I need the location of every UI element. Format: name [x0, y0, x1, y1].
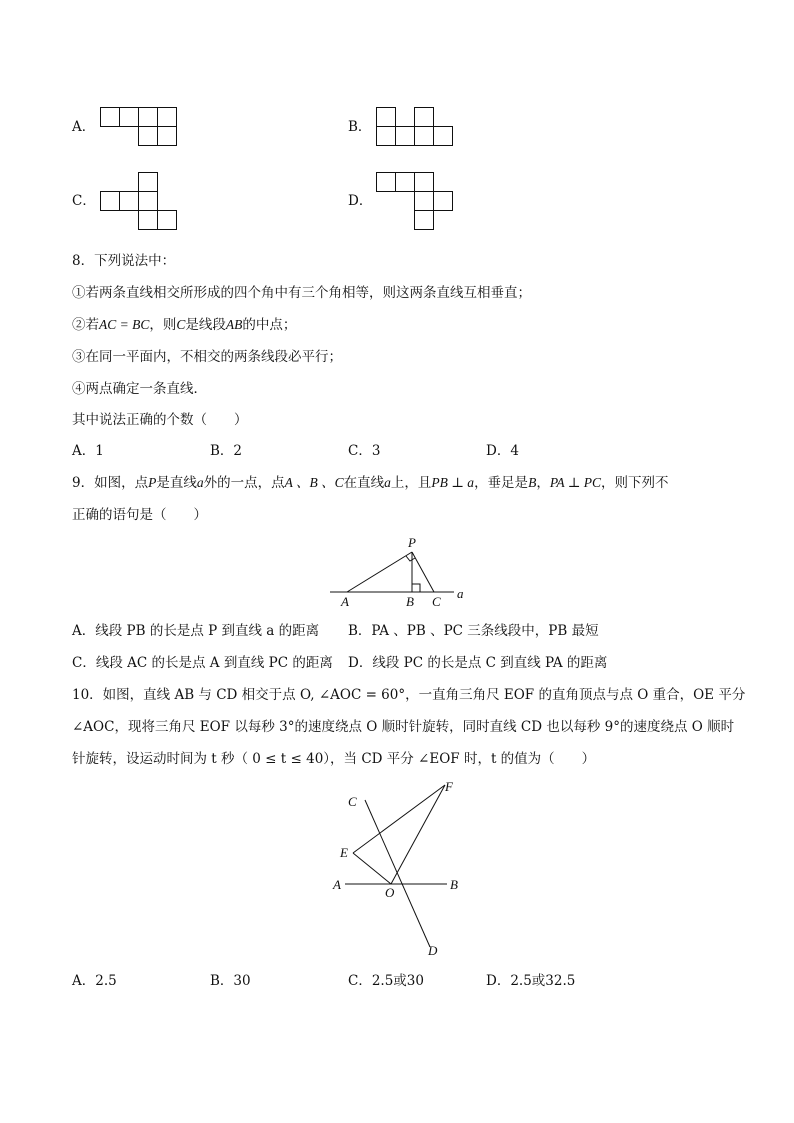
q8-statement-4: ④两点确定一条直线． — [72, 381, 207, 397]
q10-label-e: E — [340, 845, 348, 860]
q9-stem-line1: 9．如图，点P是直线a外的一点，点A 、B 、C在直线a上，且PB ⊥ a，垂足是B，PA ⊥ PC，则下列不 — [72, 475, 669, 491]
q9-label-b: B — [406, 594, 414, 609]
q7-option-c-label: C． — [72, 193, 96, 209]
q10-stem-line1: 10．如图，直线 AB 与 CD 相交于点 O, ∠AOC = 60°，一直角三角尺 EOF 的直角顶点与点 O 重合，OE 平分 — [72, 687, 746, 703]
q9-option-a: A．线段 PB 的长是点 P 到直线 a 的距离 — [72, 623, 320, 639]
q10-option-a: A．2.5 — [72, 973, 117, 989]
q8-stem: 8．下列说法中： — [72, 253, 176, 269]
q9-option-c: C．线段 AC 的长是点 A 到直线 PC 的距离 — [72, 655, 333, 671]
q10-option-b: B．30 — [210, 973, 251, 989]
q9-stem-line2: 正确的语句是（ ） — [72, 507, 207, 523]
q9-label-a: A — [341, 594, 349, 609]
q10-label-o: O — [385, 885, 395, 900]
q8-option-d: D．4 — [486, 443, 519, 459]
q8-option-b: B．2 — [210, 443, 243, 459]
q7-option-b-net — [376, 107, 456, 147]
q9-label-c: C — [432, 594, 441, 609]
q10-option-c: C．2.5或30 — [348, 973, 424, 989]
q10-label-b: B — [450, 877, 458, 892]
q8-statement-3: ③在同一平面内，不相交的两条线段必平行； — [72, 349, 342, 365]
q7-option-b-label: B． — [348, 119, 372, 135]
q8-question: 其中说法正确的个数（ ） — [72, 412, 248, 428]
q7-option-a-label: A． — [72, 119, 96, 135]
q10-label-d: D — [428, 943, 438, 958]
q10-option-d: D．2.5或32.5 — [486, 973, 576, 989]
q10-label-c: C — [348, 794, 357, 809]
q10-stem-line2: ∠AOC，现将三角尺 EOF 以每秒 3°的速度绕点 O 顺时针旋转，同时直线 CD 也以每秒 9°的速度绕点 O 顺时 — [72, 719, 735, 735]
q9-label-p: P — [408, 535, 416, 550]
q9-figure — [320, 530, 480, 610]
q10-label-f: F — [445, 779, 453, 794]
q10-figure — [325, 775, 475, 960]
q10-label-a: A — [333, 877, 341, 892]
q9-label-a-line: a — [457, 586, 464, 601]
q8-option-a: A．1 — [72, 443, 104, 459]
q9-option-b: B．PA 、PB 、PC 三条线段中，PB 最短 — [348, 623, 599, 639]
q9-option-d: D．线段 PC 的长是点 C 到直线 PA 的距离 — [348, 655, 608, 671]
q8-statement-1: ①若两条直线相交所形成的四个角中有三个角相等，则这两条直线互相垂直； — [72, 285, 531, 301]
q10-stem-line3: 针旋转，设运动时间为 t 秒（ 0 ≤ t ≤ 40），当 CD 平分 ∠EOF 时，t 的值为（ ） — [72, 751, 596, 767]
q8-statement-2: ②若AC = BC，则C是线段AB的中点； — [72, 317, 297, 333]
q8-option-c: C．3 — [348, 443, 381, 459]
q7-option-c-net — [100, 172, 180, 232]
q7-option-d-net — [376, 172, 456, 232]
q7-option-a-net — [100, 107, 180, 147]
q7-option-d-label: D． — [348, 193, 373, 209]
